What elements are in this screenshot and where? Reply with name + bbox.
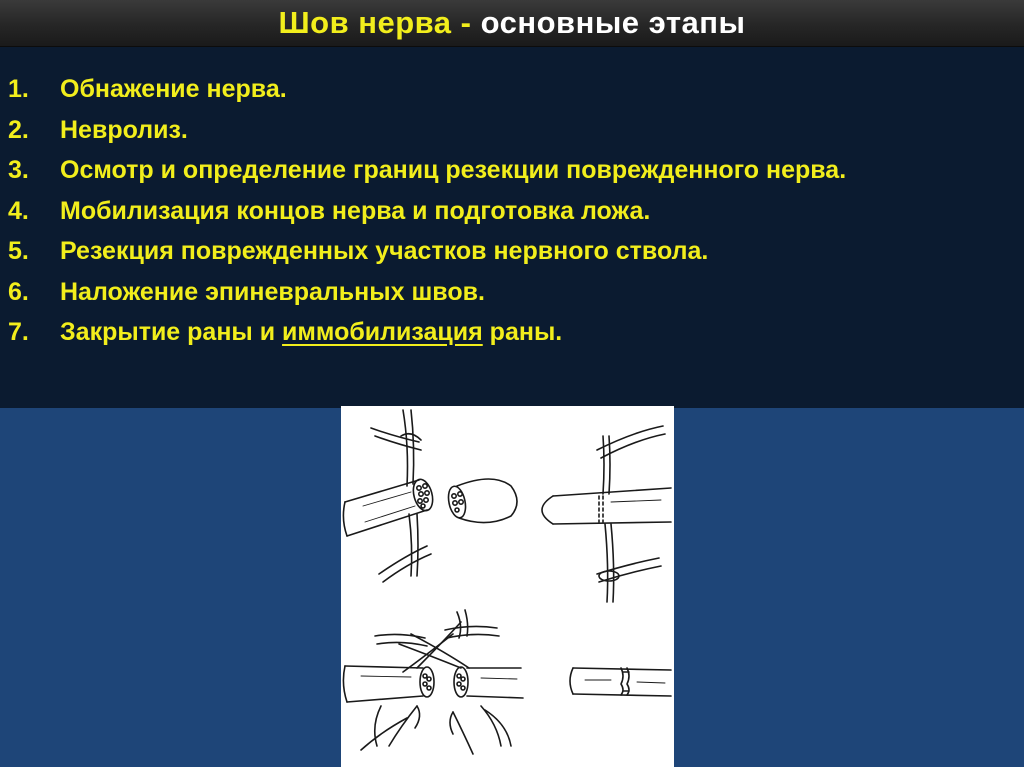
step-1 bbox=[8, 69, 1014, 110]
immobilization-link[interactable]: иммобилизация bbox=[282, 318, 483, 346]
step-number: 5. bbox=[8, 237, 29, 265]
steps-list bbox=[8, 69, 1014, 353]
nerve-suture-drawing bbox=[341, 406, 674, 767]
step-text: Резекция поврежденных участков нервного ствола. bbox=[60, 237, 709, 265]
step-4 bbox=[8, 191, 1014, 232]
title-dash: - bbox=[460, 5, 472, 40]
step-text: Мобилизация концов нерва и подготовка ложа. bbox=[60, 196, 651, 225]
step-text: Невролиз. bbox=[60, 115, 188, 144]
step-text: Осмотр и определение границ резекции поврежденного нерва. bbox=[60, 156, 847, 184]
completed-suture-drawing bbox=[570, 668, 671, 696]
step-6 bbox=[8, 272, 1014, 313]
step-number: 4. bbox=[8, 196, 29, 225]
slide-title bbox=[0, 0, 1024, 47]
step-number: 7. bbox=[8, 318, 29, 346]
nerve-suture-illustration bbox=[341, 406, 674, 767]
steps-panel bbox=[0, 47, 1024, 408]
suture-placement-drawing bbox=[343, 610, 523, 754]
step-3 bbox=[8, 150, 1014, 191]
step-number: 2. bbox=[8, 115, 29, 144]
step-7 bbox=[8, 312, 1014, 353]
step-2 bbox=[8, 110, 1014, 151]
step-text: Обнажение нерва. bbox=[60, 75, 287, 103]
step-text-part: Закрытие раны и bbox=[60, 318, 283, 346]
step-5 bbox=[8, 231, 1014, 272]
step-text bbox=[60, 318, 562, 346]
title-subtitle: основные этапы bbox=[480, 5, 746, 40]
title-main: Шов нерва bbox=[278, 5, 452, 40]
step-number: 3. bbox=[8, 156, 29, 184]
step-text: Наложение эпиневральных швов. bbox=[60, 277, 485, 306]
step-text-part: раны. bbox=[482, 318, 563, 346]
resected-nerve-ends-drawing bbox=[343, 410, 671, 602]
step-number: 6. bbox=[8, 277, 29, 306]
step-number: 1. bbox=[8, 75, 29, 103]
